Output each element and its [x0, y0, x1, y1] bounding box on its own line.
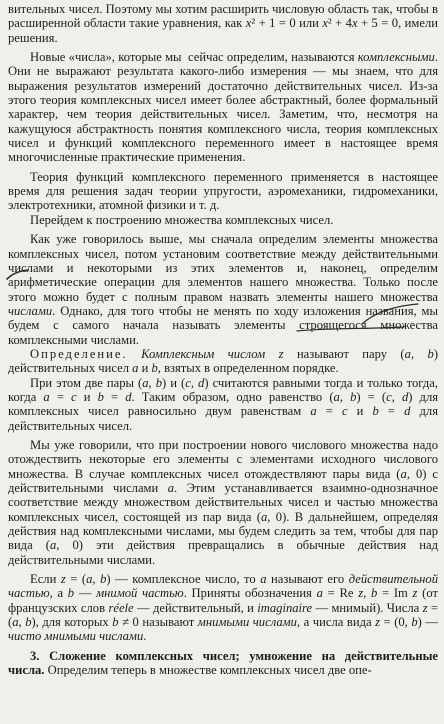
- paragraph-intro: вительных чисел. Поэтому мы хотим расширить числовую область так, чтобы в расширенной области такие уравнения, как x² + 1 = 0 или x² + 4x + 5 = 0, имели решения.: [8, 2, 438, 45]
- paragraph-section-3: 3. Сложение комплексных чисел; умножение на действительные числа. Определим теперь в множестве комплексных чисел две опе-: [8, 648, 438, 678]
- paragraph-transition: Перейдем к построению множества комплексных чисел.: [30, 212, 334, 227]
- paragraph-equality: При этом две пары (a, b) и (c, d) считаются равными тогда и только тогда, когда a = c и b = d. Таким образом, одно равенство (a, b) = (c, d) для комплексных чисел равносильно двум равенствам a = c и b = d для действительных чисел.: [8, 375, 439, 433]
- definition-label: Определение.: [30, 346, 128, 361]
- section-heading: 3. Сложение комплексных чисел; умножение на действительные числа.: [8, 648, 438, 678]
- paragraph-complex-intro: Новые «числа», которые мы сейчас определим, называются комплексными. Они не выражают результата какого-либо измерения — мы знаем, что для выражения результатов измерений достаточно действительных чисел. Из-за этого теория комплексных чисел имеет более абстрактный, более формальный характер, чем теория действительных чисел. Заметим, что, несмотря на кажущуюся абстрактность понятия комплексного числа, теория комплексных чисел и функций комплексного переменного имеет в настоящее время многочисленные практические применения.: [8, 50, 438, 165]
- paragraph-identification: Мы уже говорили, что при построении нового числового множества надо отождествить некоторые его элементы с элементами исходного числового множества. В случае комплексных чисел отождествляют пары вида (a, 0) с действительными числами a. Этим устанавливается взаимно-однозначное соответствие между множеством действительных чисел и частью множества комплексных чисел, состоящей из пар вида (a, 0). В дальнейшем, определяя действия над комплексными числами, мы будем следить за тем, чтобы для пар вида (a, 0) эти действия превращались в обычные действия над действительными числами.: [8, 437, 439, 567]
- paragraph-applications: Теория функций комплексного переменного применяется в настоящее время для решения задач теории упругости, аэромеханики, гидромеханики, электротехники, атомной физики и т. д.: [8, 169, 438, 213]
- paragraph-construction: Как уже говорилось выше, мы сначала определим элементы множества комплексных чисел, потом установим соответствие между действительными числами и некоторыми из этих элементов и, наконец, определим арифметические операции для элементов нашего множества. Только после этого можно будет с полным правом назвать элементы нашего множества числами. Однако, для того чтобы не менять по ходу изложения названия, мы будем с самого начала называть элементы строящегося множества комплексными числами.: [8, 232, 438, 347]
- paragraph-real-imag-parts: Если z = (a, b) — комплексное число, то a называют его действительной частью, а b — мнимой частью. Приняты обозначения a = Re z, b = Im z (от французских слов réele — действительный, и imaginaire — мнимый). Числа z = (a, b), для которых b ≠ 0 называют мнимыми числами, а числа вида z = (0, b) — чисто мнимыми числами.: [8, 572, 439, 644]
- paragraph-definition: Определение. Комплексным числом z называют пару (a, b) действительных чисел a и b, взятых в определенном порядке.: [8, 346, 439, 376]
